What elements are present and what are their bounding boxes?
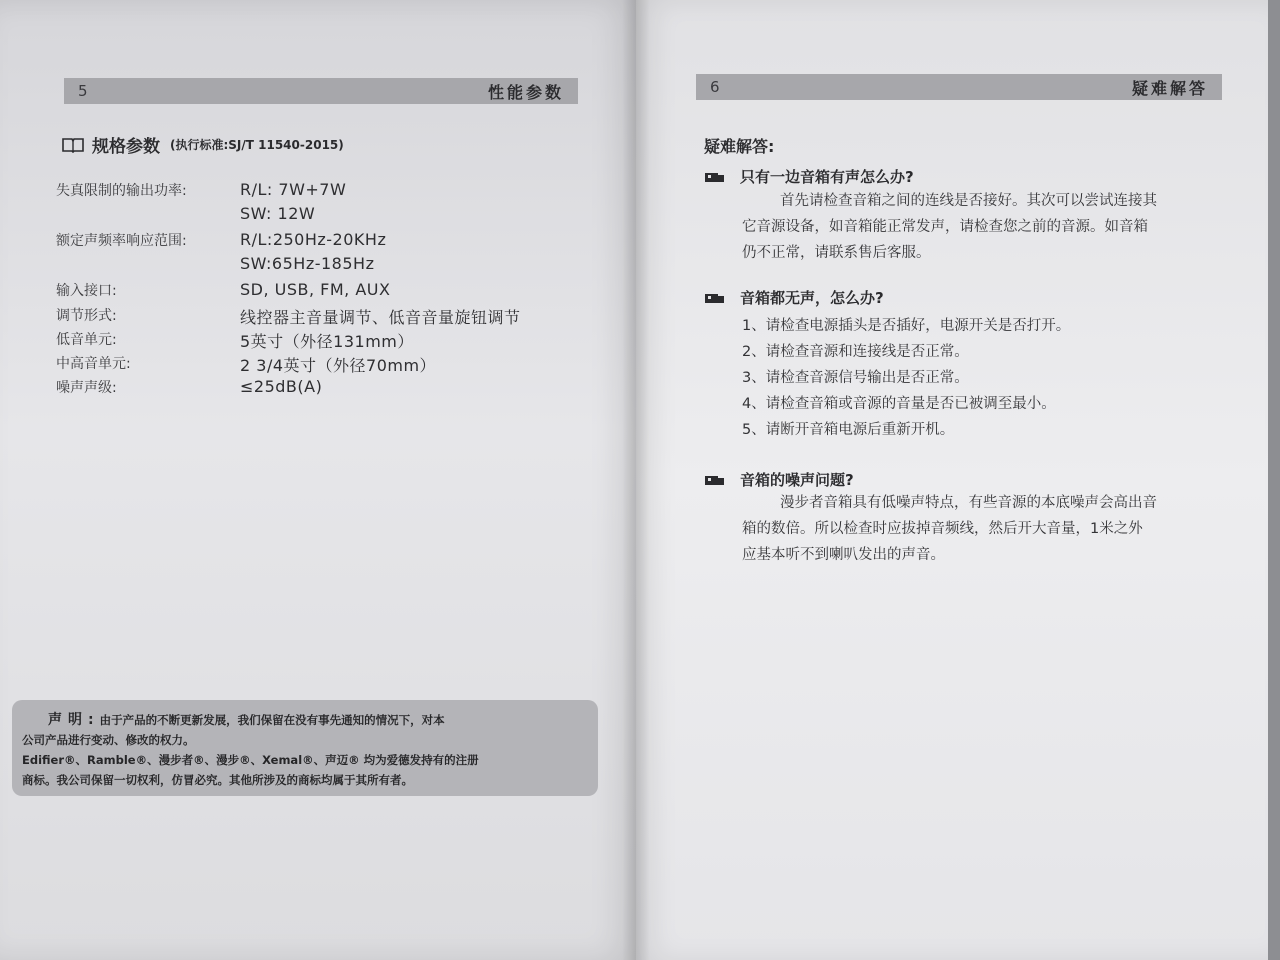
- faq-answer: [742, 490, 1218, 568]
- page-header-title: 性能参数: [487, 82, 564, 102]
- spec-value: 5英寸（外径131mm）: [240, 332, 414, 351]
- page-header: [696, 74, 1222, 100]
- spec-value: SW:65Hz-185Hz: [240, 254, 375, 273]
- answer-line: 它音源设备，如音箱能正常发声，请检查您之前的音源。如音箱: [742, 219, 1148, 235]
- spec-label: 中高音单元:: [56, 356, 131, 372]
- spec-value: R/L: 7W+7W: [240, 180, 347, 199]
- page-number: 6: [710, 78, 720, 96]
- faq-question: [704, 287, 884, 308]
- list-item: 3、请检查音源信号输出是否正常。: [742, 370, 969, 386]
- spec-row-woofer: [56, 329, 414, 352]
- answer-line: 漫步者音箱具有低噪声特点，有些音源的本底噪声会高出音: [780, 495, 1157, 511]
- faq-question: [704, 166, 914, 187]
- spec-label: 输入接口:: [56, 283, 117, 299]
- list-item: 5、请断开音箱电源后重新开机。: [742, 422, 955, 438]
- spec-value: SW: 12W: [240, 204, 316, 223]
- notice-line: 由于产品的不断更新发展，我们保留在没有事先通知的情况下，对本: [99, 713, 445, 727]
- spec-label: 噪声声级:: [56, 380, 117, 396]
- speaker-icon: [704, 473, 726, 487]
- spec-row-tweeter: [56, 353, 436, 376]
- faq-answer: [742, 188, 1218, 266]
- spec-row-frequency: [56, 230, 386, 250]
- spec-value: SD, USB, FM, AUX: [240, 280, 391, 299]
- faq-question-text: 音箱的噪声问题?: [740, 471, 854, 489]
- page-header-title: 疑难解答: [1131, 78, 1208, 98]
- spec-value: ≤25dB(A): [240, 377, 323, 396]
- spec-row-input: [56, 280, 390, 300]
- faq-question: [704, 469, 854, 490]
- speaker-icon: [704, 170, 726, 184]
- faq-question-text: 只有一边音箱有声怎么办?: [740, 168, 914, 186]
- spec-label: 调节形式:: [56, 308, 117, 324]
- notice-box: [12, 700, 598, 796]
- spec-value: R/L:250Hz-20KHz: [240, 230, 387, 249]
- notice-line: 公司产品进行变动、修改的权力。: [22, 733, 195, 747]
- spec-row-power: [56, 180, 346, 200]
- spec-value: 2 3/4英寸（外径70mm）: [240, 356, 437, 375]
- answer-line: 首先请检查音箱之间的连线是否接好。其次可以尝试连接其: [780, 193, 1157, 209]
- speaker-icon: [704, 291, 726, 305]
- page-number: 5: [78, 82, 88, 100]
- spec-label: 额定声频率响应范围:: [56, 233, 187, 249]
- spec-value: 线控器主音量调节、低音音量旋钮调节: [240, 308, 521, 327]
- left-page: [0, 0, 636, 960]
- spec-row-control: [56, 305, 521, 328]
- answer-line: 应基本听不到喇叭发出的声音。: [742, 547, 945, 563]
- answer-line: 箱的数倍。所以检查时应拔掉音频线，然后开大音量，1米之外: [742, 521, 1143, 537]
- spec-title-text: 规格参数: [92, 137, 160, 157]
- page-header: [64, 78, 578, 104]
- faq-question-text: 音箱都无声，怎么办?: [740, 289, 884, 307]
- list-item: 4、请检查音箱或音源的音量是否已被调至最小。: [742, 396, 1056, 412]
- list-item: 1、请检查电源插头是否插好，电源开关是否打开。: [742, 318, 1071, 334]
- spec-title: [62, 132, 344, 157]
- faq-heading: 疑难解答:: [704, 137, 775, 156]
- notice-line: Edifier®、Ramble®、漫步者®、漫步®、Xemal®、声迈® 均为爱德发持有的注册: [22, 753, 479, 767]
- list-item: 2、请检查音源和连接线是否正常。: [742, 344, 969, 360]
- book-icon: [62, 137, 84, 153]
- spec-label: 失真限制的输出功率:: [56, 183, 187, 199]
- spec-row-noise: [56, 377, 322, 397]
- spec-standard: (执行标准:SJ/T 11540-2015): [170, 138, 344, 152]
- answer-line: 仍不正常，请联系售后客服。: [742, 245, 931, 261]
- notice-key: 声明:: [48, 712, 100, 728]
- book-spine: [622, 0, 650, 960]
- spec-label: 低音单元:: [56, 332, 117, 348]
- notice-line: 商标。我公司保留一切权利，仿冒必究。其他所涉及的商标均属于其所有者。: [22, 773, 413, 787]
